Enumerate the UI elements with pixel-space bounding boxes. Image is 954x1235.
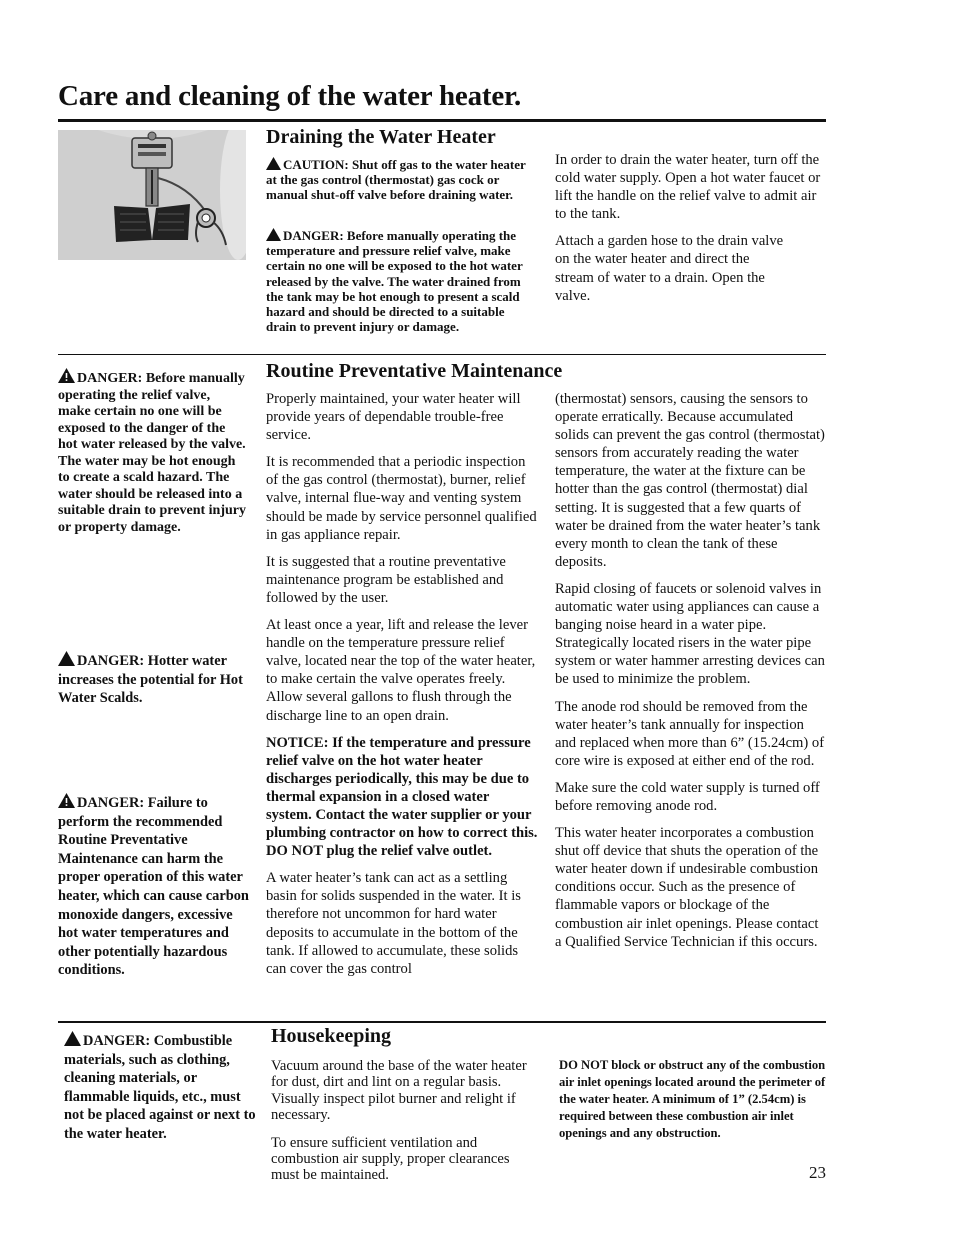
sidebar-danger-text: DANGER: Before manually operating the relief valve, make certain no one will be exposed to the danger of the hot water released by the valve. The water may be hot enough to create a scald hazard. The water should be released into a suitable drain to prevent injury or property damage. [58, 371, 246, 535]
water-heater-icon [58, 130, 246, 260]
sidebar-danger-relief-valve [58, 368, 246, 536]
maintenance-heading: Routine Preventative Maintenance [266, 360, 563, 382]
maintenance-paragraph: At least once a year, lift and release the lever handle on the temperature pressure relief valve, located near the top of the water heater, to make certain the valve operates freely. Allow several gallons to flush through the discharge line to an open drain. [266, 617, 536, 724]
danger-triangle-icon [266, 228, 281, 241]
maintenance-paragraph: The anode rod should be removed from the water heater’s tank annually for inspection and replaced when more than 6” (15.24cm) of core wire is exposed at either end of the rod. [555, 698, 825, 769]
maintenance-paragraph: Rapid closing of faucets or solenoid valves in automatic water using appliances can cause a banging noise heard in a water pipe. Strategically located risers in the water pipe system or water hammer arresting devices can be used to minimize the problem. [555, 580, 825, 688]
sidebar-danger-text: DANGER: Hotter water increases the potential for Hot Water Scalds. [58, 653, 243, 707]
housekeeping-left-column [271, 1058, 533, 1195]
draining-paragraph: In order to drain the water heater, turn off the cold water supply. Open a hot water faucet or lift the handle on the relief valve to admit air to the tank. [555, 152, 821, 223]
draining-heading: Draining the Water Heater [266, 126, 496, 148]
housekeeping-heading: Housekeeping [271, 1025, 392, 1047]
caution-text: CAUTION: Shut off gas to the water heater at the gas control (thermostat) gas cock or manual shut-off valve before draining water. [266, 157, 526, 203]
page-title: Care and cleaning of the water heater. [58, 80, 522, 112]
maintenance-paragraph: A water heater’s tank can act as a settling basin for solids suspended in the water. It is therefore not uncommon for hard water deposits to accumulate in the bottom of the tank. If allowed to accumulate, these solids can cover the gas control [266, 870, 521, 977]
draining-right-column [555, 151, 825, 314]
draining-danger [266, 228, 538, 334]
housekeeping-warning [559, 1057, 827, 1142]
maintenance-paragraph: (thermostat) sensors, causing the sensors to operate erratically. Because accumulated solids can prevent the gas control (thermostat) sensors from accurately reading the water temperature, the water at the fixture can be hotter than the gas control (thermostat) dial setting. It is suggested that a few quarts of water be drained from the water heater’s tank every month to clean the tank of these deposits. [555, 391, 825, 570]
housekeeping-paragraph: To ensure sufficient ventilation and combustion air supply, proper clearances must be maintained. [271, 1134, 510, 1184]
section-divider [58, 354, 826, 355]
title-rule [58, 119, 826, 122]
maintenance-paragraph: This water heater incorporates a combustion shut off device that shuts the operation of the water heater down if undesirable combustion conditions occur. Such as the presence of flammable vapors or blockage of the combustion air inlet openings. Please contact a Qualified Service Technician if this occurs. [555, 825, 819, 950]
sidebar-danger-maintenance [58, 793, 250, 980]
draining-caution [266, 157, 538, 203]
housekeeping-warning-text: DO NOT block or obstruct any of the combustion air inlet openings located around the perimeter of the water heater. A minimum of 1” (2.54cm) is required between these combustion air inlet openings and any obstruction. [559, 1058, 826, 1140]
danger-triangle-icon [58, 651, 75, 666]
sidebar-danger-text: DANGER: Failure to perform the recommended Routine Preventative Maintenance can harm the proper operation of this water heater, which can cause carbon monoxide dangers, excessive hot water temperatures and other potentially hazardous conditions. [58, 795, 249, 979]
draining-paragraph: Attach a garden hose to the drain valve on the water heater and direct the stream of water to a drain. Open the valve. [555, 233, 784, 304]
danger-triangle-icon [58, 793, 75, 808]
maintenance-paragraph: Make sure the cold water supply is turned off before removing anode rod. [555, 779, 820, 814]
caution-triangle-icon [266, 157, 281, 170]
section-divider [58, 1021, 826, 1023]
maintenance-paragraph: It is suggested that a routine preventative maintenance program be established and followed by the user. [266, 553, 506, 606]
danger-triangle-icon [58, 368, 75, 383]
maintenance-notice: NOTICE: If the temperature and pressure relief valve on the hot water heater discharges periodically, this may be due to thermal expansion in a closed water system. Contact the water supplier or your plumbing contractor on how to correct this. DO NOT plug the relief valve outlet. [266, 734, 538, 860]
water-heater-gas-control-illustration [58, 130, 246, 260]
maintenance-paragraph: Properly maintained, your water heater will provide years of dependable trouble-free service. [266, 391, 521, 444]
sidebar-danger-combustible [64, 1031, 260, 1144]
housekeeping-paragraph: Vacuum around the base of the water heater for dust, dirt and lint on a regular basis. Visually inspect pilot burner and relight if necessary. [271, 1058, 527, 1124]
danger-text: DANGER: Before manually operating the temperature and pressure relief valve, make certain no one will be exposed to the hot water released by the valve. The water drained from the tank may be hot enough to present a scald hazard and should be directed to a suitable drain to prevent injury or damage. [266, 228, 523, 335]
danger-triangle-icon [64, 1031, 81, 1046]
sidebar-danger-scalds [58, 651, 248, 708]
maintenance-paragraph: It is recommended that a periodic inspection of the gas control (thermostat), burner, relief valve, internal flue-way and venting system should be made by service personnel qualified in gas appliance repair. [266, 454, 537, 543]
maintenance-left-column [266, 390, 538, 987]
page-number: 23 [809, 1163, 826, 1182]
sidebar-danger-text: DANGER: Combustible materials, such as clothing, cleaning materials, or flammable liquids, etc., must not be placed against or next to the water heater. [64, 1033, 256, 1142]
maintenance-right-column [555, 390, 827, 960]
